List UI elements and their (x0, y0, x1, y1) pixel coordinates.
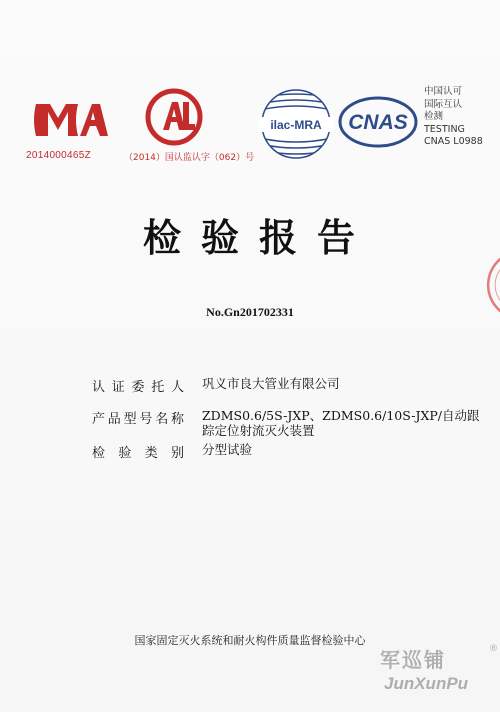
report-title: 检验报告 (142, 216, 375, 260)
category-label-text: 检 验 类 别 (92, 446, 184, 461)
client-label (92, 376, 187, 395)
watermark (380, 644, 498, 706)
report-number: No.Gn201702331 (206, 305, 294, 319)
svg-text:CNAS: CNAS (348, 111, 408, 134)
watermark-en: JunXunPu (384, 674, 469, 693)
svg-text:ilac-MRA: ilac-MRA (270, 118, 322, 132)
cnas-line: 国际互认 (424, 98, 463, 110)
cnas-line: CNAS L0988 (424, 136, 483, 147)
cnas-accreditation-text (424, 86, 500, 149)
category-label (92, 442, 187, 461)
cnas-line: 检测 (424, 111, 444, 122)
client-value: 巩义市良大管业有限公司 (202, 376, 340, 391)
cal-code: （2014）国认监认字（062）号 (124, 153, 255, 163)
issuing-organization: 国家固定灭火系统和耐火构件质量监督检验中心 (134, 634, 366, 647)
cal-logo-icon (145, 88, 203, 146)
watermark-cn: 军巡铺 (380, 648, 446, 672)
category-value: 分型试验 (202, 442, 253, 457)
product-value: ZDMS0.6/5S-JXP、ZDMS0.6/10S-JXP/自动跟踪定位射流灭火装置 (202, 408, 480, 438)
red-seal-icon (484, 250, 500, 320)
registered-mark: ® (489, 644, 498, 654)
cnas-line: TESTING (424, 123, 465, 135)
cma-logo-icon (30, 96, 110, 144)
cnas-line: 中国认可 (424, 86, 463, 97)
product-label-text: 产 品 型 号 名 称 (92, 412, 184, 427)
cma-code: 2014000465Z (26, 150, 92, 161)
client-label-text: 认 证 委 托 人 (92, 380, 184, 395)
product-label (92, 408, 187, 427)
ilac-mra-logo-icon (258, 88, 334, 160)
cnas-logo-icon (338, 96, 418, 148)
